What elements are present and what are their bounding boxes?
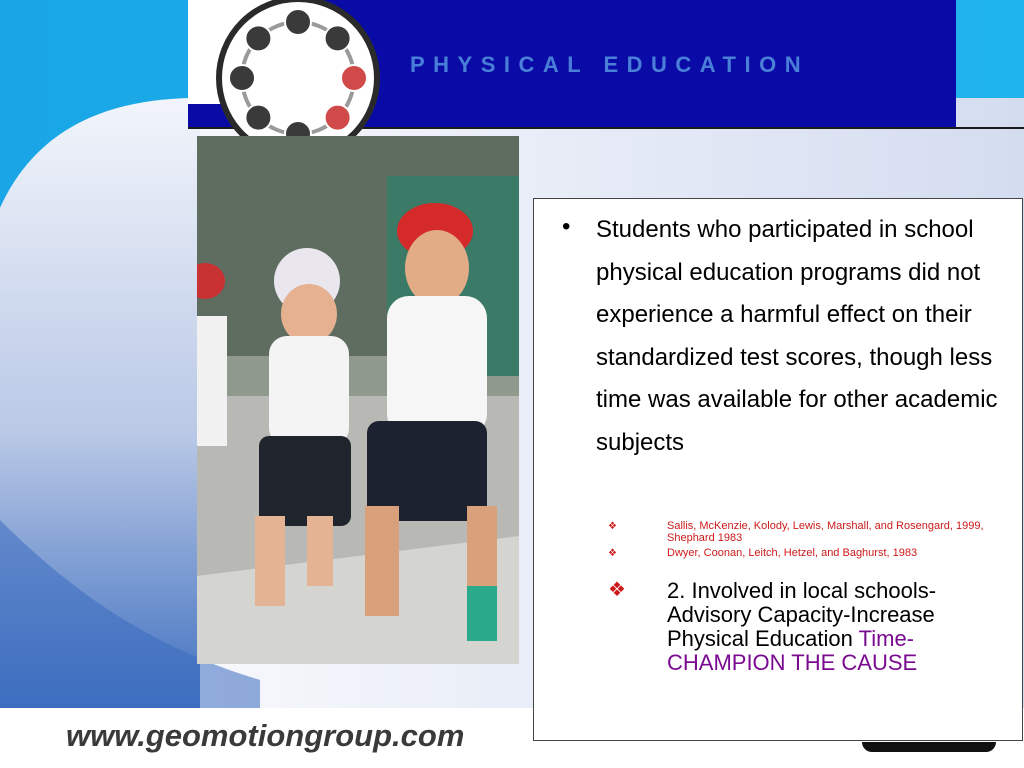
- logo-dot: [245, 25, 271, 51]
- citation-1: Sallis, McKenzie, Kolody, Lewis, Marshall, and Rosengard, 1999, Shephard 1983: [667, 520, 984, 544]
- footer-decoration: [862, 742, 996, 752]
- diamond-bullet-icon: ❖: [608, 521, 617, 532]
- slide-title: PHYSICAL EDUCATION: [410, 52, 810, 77]
- main-bullet: •: [562, 213, 571, 240]
- diamond-bullet-icon: ❖: [608, 579, 626, 601]
- logo-dot: [325, 25, 351, 51]
- content-textbox: [533, 198, 1023, 741]
- point-2-text: 2. Involved in local schools-Advisory Capacity-Increase Physical Education: [667, 578, 937, 651]
- children-running-photo: [197, 136, 519, 664]
- logo-dot: [341, 65, 367, 91]
- point-2-highlight: Time-CHAMPION THE CAUSE: [667, 626, 918, 675]
- main-statement: Students who participated in school physical education programs did not experience a harmful effect on their standardized test scores, though less time was available for other academic subjects: [596, 216, 998, 456]
- logo-dot: [285, 9, 311, 35]
- point-2: [667, 579, 1012, 675]
- logo-dot: [229, 65, 255, 91]
- footer-url-link[interactable]: www.geomotiongroup.com: [66, 718, 465, 753]
- diamond-bullet-icon: ❖: [608, 548, 617, 559]
- logo-dot: [245, 105, 271, 131]
- logo-dot: [325, 105, 351, 131]
- citation-2: Dwyer, Coonan, Leitch, Hetzel, and Baghurst, 1983: [667, 547, 918, 559]
